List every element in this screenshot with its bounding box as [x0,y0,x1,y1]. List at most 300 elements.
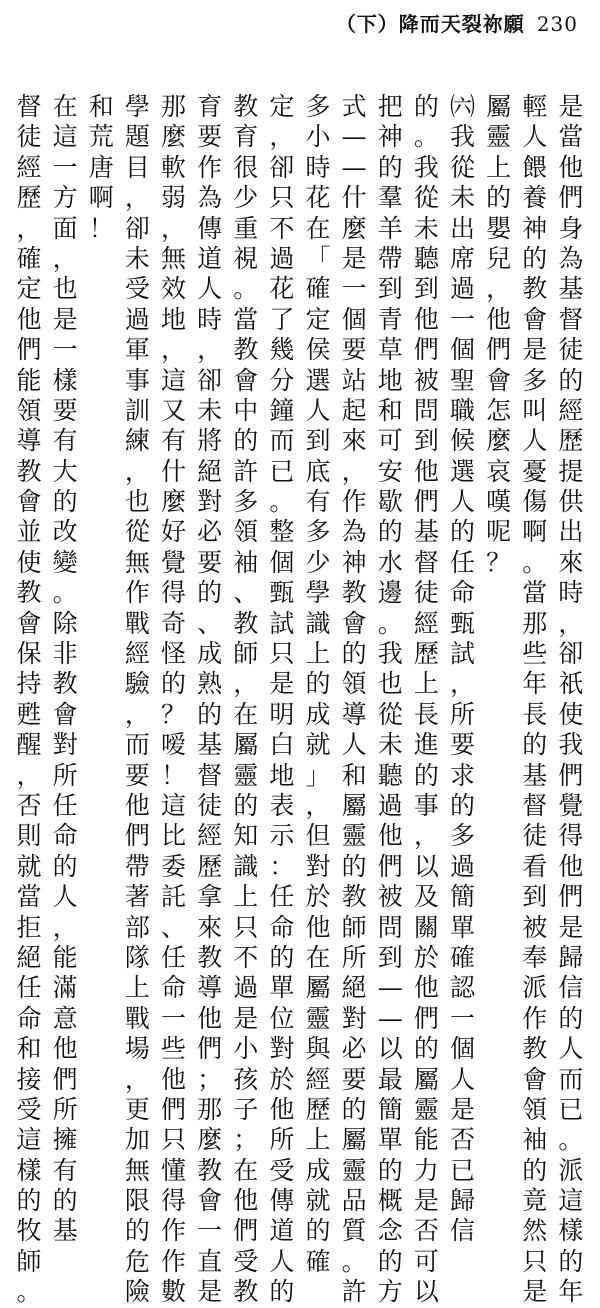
glyph: 但 [305,821,331,851]
glyph: 事 [124,365,150,395]
glyph: 可 [413,1246,439,1276]
glyph: ？ [160,699,186,729]
glyph: 只 [160,1125,186,1155]
glyph: 們 [413,335,439,365]
glyph: 而 [124,730,150,760]
glyph: 戰 [124,1003,150,1033]
glyph: 在 [233,1155,259,1185]
glyph: 就 [16,851,42,881]
glyph: ， [197,335,223,365]
glyph: 長 [522,699,548,729]
glyph: 怪 [160,639,186,669]
glyph: 醒 [16,730,42,760]
glyph: 的 [558,365,584,395]
glyph: 中 [233,395,259,425]
glyph: — [341,122,367,152]
glyph: ， [124,456,150,486]
glyph: 就 [305,730,331,760]
glyph: 來 [197,912,223,942]
glyph: 嬰 [486,213,512,243]
text-column [267,92,297,1307]
glyph: 單 [377,1125,403,1155]
glyph: 派 [522,973,548,1003]
glyph: 關 [413,912,439,942]
glyph: 的 [269,942,295,972]
glyph: ， [16,760,42,790]
glyph: 長 [413,699,439,729]
glyph: 會 [197,1186,223,1216]
glyph: 會 [52,699,78,729]
glyph: 學 [124,92,150,121]
glyph: 聽 [413,243,439,273]
glyph: 在 [52,92,78,121]
glyph: 上 [305,639,331,669]
glyph: 一 [449,304,475,334]
glyph: 的 [413,760,439,790]
glyph: 定 [16,274,42,304]
glyph: 問 [413,395,439,425]
glyph: 試 [269,608,295,638]
glyph: 那 [522,608,548,638]
glyph: 任 [16,973,42,1003]
glyph: 靈 [486,122,512,152]
glyph: 不 [269,213,295,243]
glyph: 領 [233,517,259,547]
glyph: 會 [522,304,548,334]
glyph: ㈥ [449,92,475,121]
glyph: 羣 [377,183,403,213]
glyph: 重 [233,213,259,243]
glyph: 於 [269,1064,295,1094]
glyph: 有 [52,426,78,456]
glyph: 邊 [377,578,403,608]
glyph: 過 [269,243,295,273]
glyph: 導 [16,426,42,456]
glyph: 教 [16,578,42,608]
glyph: 的 [305,669,331,699]
glyph: 有 [160,426,186,456]
glyph: 確 [305,1246,331,1276]
glyph: 人 [449,1064,475,1094]
glyph: 比 [160,821,186,851]
running-header [336,8,578,37]
page-number: 230 [536,12,578,36]
glyph: 起 [341,395,367,425]
glyph: 青 [377,304,403,334]
glyph: 們 [486,335,512,365]
glyph: 他 [16,304,42,334]
glyph: 徒 [522,821,548,851]
glyph: 這 [160,365,186,395]
glyph: 的 [197,578,223,608]
glyph: 未 [124,243,150,273]
glyph: 許 [341,1277,367,1307]
glyph: 受 [124,274,150,304]
glyph: 。 [413,122,439,152]
glyph: 少 [305,547,331,577]
glyph: 很 [233,152,259,182]
glyph: 教 [341,882,367,912]
glyph: 限 [124,1186,150,1216]
glyph: 靈 [341,821,367,851]
glyph: 好 [160,517,186,547]
glyph: 的 [449,517,475,547]
glyph: 使 [16,547,42,577]
glyph: 必 [341,1034,367,1064]
glyph: 。 [377,608,403,638]
glyph: 經 [305,1064,331,1094]
glyph: 們 [558,183,584,213]
glyph: 神 [377,122,403,152]
glyph: 人 [522,122,548,152]
glyph: 那 [160,92,186,121]
glyph: 否 [449,1125,475,1155]
glyph: 花 [269,274,295,304]
glyph: 要 [341,335,367,365]
glyph: 是 [197,1277,223,1307]
glyph: 兒 [486,243,512,273]
glyph: 他 [124,790,150,820]
text-column [448,92,478,1246]
glyph: 們 [52,1064,78,1094]
text-column [159,92,189,1307]
glyph: 識 [305,608,331,638]
glyph: 一 [449,1003,475,1033]
glyph: 草 [377,335,403,365]
text-column [122,92,152,1307]
glyph: 成 [197,639,223,669]
glyph: 軍 [124,335,150,365]
glyph: 而 [269,426,295,456]
glyph: 屬 [486,92,512,121]
glyph: 信 [558,973,584,1003]
glyph: 把 [377,92,403,121]
glyph: 。 [52,578,78,608]
glyph: 選 [305,365,331,395]
glyph: 確 [16,243,42,273]
glyph: 」 [305,760,331,790]
glyph: 質 [341,1216,367,1246]
glyph: 人 [558,1034,584,1064]
glyph: 過 [124,304,150,334]
glyph: ， [52,912,78,942]
glyph: 樣 [558,1216,584,1246]
glyph: 啊 [88,183,114,213]
glyph: 聽 [377,760,403,790]
glyph: 被 [413,365,439,395]
glyph: 有 [52,1155,78,1185]
glyph: 和 [88,92,114,121]
glyph: 未 [197,395,223,425]
glyph: 能 [52,942,78,972]
glyph: 識 [233,851,259,881]
glyph: 出 [449,213,475,243]
glyph: 教 [233,335,259,365]
glyph: 的 [341,1094,367,1124]
glyph: 命 [449,578,475,608]
glyph: 簡 [377,1094,403,1124]
glyph: 所 [341,942,367,972]
glyph: 否 [16,790,42,820]
glyph: 教 [233,608,259,638]
glyph: 教 [197,942,223,972]
glyph: 時 [197,304,223,334]
glyph: 式 [341,92,367,121]
glyph: 會 [16,487,42,517]
glyph: 在 [305,942,331,972]
glyph: 導 [341,699,367,729]
glyph: 過 [377,790,403,820]
glyph: 會 [486,365,512,395]
glyph: 一 [52,152,78,182]
glyph: ； [197,1064,223,1094]
glyph: 靈 [341,1155,367,1185]
glyph: 作 [522,1003,548,1033]
glyph: 教 [522,1034,548,1064]
glyph: 會 [341,608,367,638]
glyph: 的 [341,639,367,669]
glyph: 的 [52,487,78,517]
glyph: 拿 [197,882,223,912]
glyph: 的 [124,1216,150,1246]
glyph: 從 [124,517,150,547]
glyph: 水 [377,547,403,577]
glyph: 是 [52,304,78,334]
glyph: 任 [160,942,186,972]
glyph: 明 [269,699,295,729]
glyph: 的 [52,1186,78,1216]
glyph: 作 [124,578,150,608]
glyph: 唐 [88,152,114,182]
glyph: 督 [413,547,439,577]
glyph: 輕 [522,92,548,121]
text-column [339,92,369,1307]
glyph: ， [124,699,150,729]
glyph: 他 [160,1064,186,1094]
glyph: 最 [377,1064,403,1094]
glyph: 這 [160,790,186,820]
glyph: 人 [522,426,548,456]
glyph: ， [16,213,42,243]
glyph: 得 [160,1186,186,1216]
glyph: 任 [269,882,295,912]
text-column [411,92,441,1307]
glyph: 場 [124,1034,150,1064]
glyph: 他 [413,456,439,486]
glyph: 年 [522,669,548,699]
glyph: 領 [522,1094,548,1124]
glyph: 無 [124,1155,150,1185]
glyph: 傳 [197,213,223,243]
glyph: 席 [449,243,475,273]
text-column [375,92,405,1307]
glyph: 站 [341,365,367,395]
glyph: 會 [16,608,42,638]
glyph: 許 [233,456,259,486]
text-column [556,92,586,1307]
glyph: 卻 [124,213,150,243]
glyph: 我 [413,152,439,182]
glyph: 的 [522,1155,548,1185]
glyph: 帶 [124,851,150,881]
glyph: 這 [16,1125,42,1155]
glyph: 歇 [377,487,403,517]
glyph: 、 [160,912,186,942]
glyph: 個 [341,304,367,334]
glyph: ， [233,669,259,699]
glyph: 委 [160,851,186,881]
glyph: 經 [413,608,439,638]
glyph: 出 [558,517,584,547]
glyph: 「 [305,243,331,273]
glyph: ， [52,243,78,273]
glyph: 。 [522,547,548,577]
glyph: 是 [269,669,295,699]
glyph: ， [124,1064,150,1094]
glyph: 徒 [16,122,42,152]
glyph: 的 [377,1246,403,1276]
glyph: 屬 [305,973,331,1003]
glyph: 樣 [52,365,78,395]
glyph: 及 [413,882,439,912]
glyph: 直 [197,1246,223,1276]
glyph: 知 [233,821,259,851]
glyph: 只 [233,912,259,942]
glyph: 隊 [124,942,150,972]
glyph: 過 [449,274,475,304]
glyph: 單 [269,973,295,1003]
glyph: 徒 [197,790,223,820]
glyph: 的 [413,92,439,121]
glyph: 。 [233,274,259,304]
glyph: 為 [197,183,223,213]
glyph: 以 [377,1034,403,1064]
glyph: 是 [522,1277,548,1307]
glyph: 屬 [233,730,259,760]
glyph: 要 [124,760,150,790]
glyph: 的 [377,1155,403,1185]
glyph: 徒 [558,335,584,365]
glyph: 歷 [558,426,584,456]
glyph: 卻 [197,365,223,395]
glyph: 這 [52,122,78,152]
glyph: 到 [377,274,403,304]
glyph: ！ [88,213,114,243]
glyph: 上 [486,152,512,182]
glyph: 改 [52,517,78,547]
glyph: 、 [197,608,223,638]
glyph: 戰 [124,608,150,638]
glyph: 孩 [233,1064,259,1094]
glyph: 他 [558,851,584,881]
glyph: 保 [16,639,42,669]
glyph: 師 [341,912,367,942]
glyph: 看 [522,851,548,881]
glyph: 花 [305,183,331,213]
glyph: ， [486,274,512,304]
glyph: 的 [522,243,548,273]
glyph: 多 [449,821,475,851]
glyph: 麼 [197,1125,223,1155]
glyph: 品 [341,1186,367,1216]
glyph: 們 [197,1034,223,1064]
glyph: 甄 [269,578,295,608]
glyph: 教 [233,1277,259,1307]
glyph: 面 [52,213,78,243]
glyph: 們 [413,487,439,517]
glyph: 師 [16,1246,42,1276]
glyph: 命 [16,1003,42,1033]
glyph: 教 [197,1155,223,1185]
glyph: 們 [558,760,584,790]
glyph: 上 [124,973,150,1003]
glyph: 分 [269,365,295,395]
glyph: 命 [160,973,186,1003]
glyph: 到 [413,274,439,304]
glyph: 的 [341,851,367,881]
glyph: 督 [16,92,42,121]
glyph: 人 [52,882,78,912]
glyph: 問 [377,912,403,942]
glyph: 目 [124,152,150,182]
glyph: 擁 [52,1125,78,1155]
glyph: 作 [197,152,223,182]
glyph: 和 [341,760,367,790]
glyph: 也 [124,487,150,517]
glyph: 祇 [558,669,584,699]
glyph: 是 [522,335,548,365]
glyph: 又 [160,395,186,425]
glyph: 基 [52,1216,78,1246]
glyph: 們 [233,1216,259,1246]
glyph: 覺 [558,790,584,820]
glyph: 麼 [160,487,186,517]
glyph: 要 [449,730,475,760]
glyph: 除 [52,608,78,638]
glyph: — [341,152,367,182]
glyph: 道 [197,243,223,273]
glyph: 所 [52,1094,78,1124]
glyph: 麼 [486,426,512,456]
glyph: 多 [522,365,548,395]
glyph: 被 [522,912,548,942]
glyph: 簡 [449,882,475,912]
glyph: 方 [377,1277,403,1307]
glyph: 屬 [341,790,367,820]
glyph: 多 [305,517,331,547]
glyph: 怎 [486,395,512,425]
glyph: 得 [558,821,584,851]
glyph: 在 [233,699,259,729]
glyph: 未 [449,183,475,213]
glyph: 歷 [413,639,439,669]
glyph: ， [305,790,331,820]
glyph: 著 [124,882,150,912]
glyph: 什 [341,183,367,213]
glyph: 將 [197,426,223,456]
glyph: 他 [305,912,331,942]
glyph: 受 [16,1094,42,1124]
glyph: 命 [52,821,78,851]
glyph: 身 [558,213,584,243]
glyph: 他 [52,1034,78,1064]
glyph: 表 [269,790,295,820]
glyph: 甄 [449,608,475,638]
glyph: 到 [413,426,439,456]
glyph: 概 [377,1186,403,1216]
glyph: 進 [413,730,439,760]
glyph: 樣 [16,1155,42,1185]
